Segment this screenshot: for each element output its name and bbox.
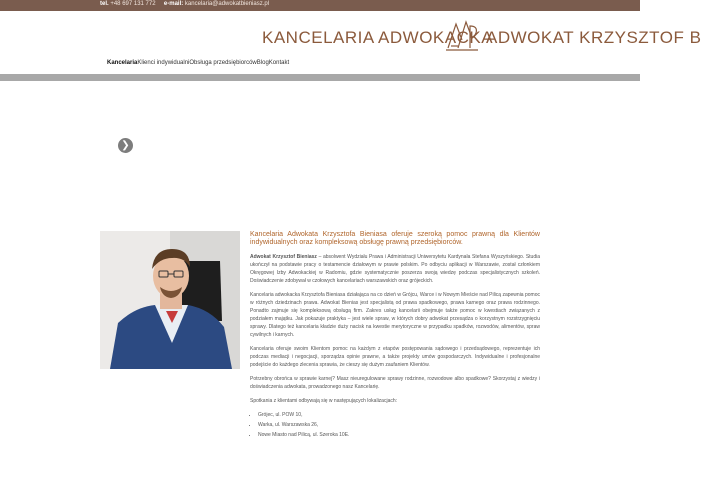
- brand-title-left[interactable]: KANCELARIA ADWOKACKA: [262, 28, 494, 47]
- nav-item-obsluga[interactable]: Obsługa przedsiębiorców: [189, 60, 257, 66]
- email-label: e-mail:: [163, 1, 184, 7]
- slider-next-button[interactable]: [118, 138, 133, 153]
- question-paragraph: Potrzebny obrońca w sprawie karnej? Masz nieuregulowane sprawy rodzinne, rozwodowe albo spadkowe? Skorzystaj z wiedzy i doświadczenia adwokata, prowadzonego nasz Kancelarię.: [250, 376, 540, 390]
- phone-label: tel.: [100, 1, 109, 7]
- brand-title-right[interactable]: ADWOKAT KRZYSZTOF B: [486, 28, 701, 47]
- locations-intro: Spotkania z klientami odbywają się w następujących lokalizacjach:: [250, 398, 398, 404]
- nav-item-klienci[interactable]: Klienci indywidualni: [137, 60, 190, 66]
- nav-item-blog[interactable]: Blog: [256, 60, 269, 66]
- location-item: • Nowe Miasto nad Pilicą, ul. Szeroka 10E.: [258, 431, 540, 439]
- intro-lead: Kancelaria Adwokata Krzysztofa Bieniasa oferuje szeroką pomoc prawną dla Klientów indywidualnych oraz kompleksową obsługę prawną przedsiębiorców.: [250, 231, 540, 246]
- phone-number[interactable]: +48 697 131 772: [110, 1, 156, 7]
- site-header: [0, 24, 701, 54]
- locations-list: [258, 411, 540, 439]
- offer-paragraph: Kancelaria oferuje swoim Klientom pomoc na każdym z etapów postępowania sądowego i przedsądowego, reprezentuje ich podczas mediacji i negocjacji, sporządza opinie prawne, a także projekty umów gospodarczych. Indywidualne i profesjonalne podejście do każdego zlecenia sprawia, że cieszy się dużym zaufaniem Klientów.: [250, 346, 540, 368]
- services-paragraph: Kancelaria adwokacka Krzysztofa Bieniasa działająca na co dzień w Grójcu, Warce i w Nowym Mieście nad Pilicą zapewnia pomoc w różnych dziedzinach prawa. Adwokat Bienias jest specjalistą od prawa spadkowego, prawa karnego oraz prawa rodzinnego. Ponadto zajmuje się kompleksową obsługą firm. Zakres usług kancelarii obejmuje także pomoc w kwestiach związanych z podziałem majątku. Jak pokazuje praktyka – jest wiele spraw, w których dobry adwokat przesądza o korzystnym rozstrzygnięciu sprawy. Dlatego też kancelaria kładzie duży nacisk na kwestie merytoryczne w przypadku spadków, rozwodów, alimentów, spraw cywilnych i karnych.: [250, 292, 540, 338]
- location-item: • Grójec, ul. POW 10,: [258, 411, 540, 419]
- main-nav: [107, 60, 289, 66]
- location-item: • Warka, ul. Warszawska 26,: [258, 421, 540, 429]
- main-content: [250, 231, 540, 441]
- top-contact-bar: [0, 0, 640, 11]
- hero-slider: [0, 81, 640, 221]
- nav-item-kontakt[interactable]: Kontakt: [268, 60, 290, 66]
- lawyer-photo: [100, 231, 240, 369]
- logo-monogram-icon[interactable]: [444, 18, 480, 52]
- bio-paragraph: [250, 253, 540, 285]
- lawyer-name: Adwokat Krzysztof Bieniasz: [250, 254, 317, 260]
- contact-info: [100, 1, 269, 7]
- lawyer-portrait-image: [100, 231, 240, 369]
- nav-divider: [0, 74, 640, 81]
- nav-item-kancelaria[interactable]: Kancelaria: [107, 60, 138, 66]
- chevron-right-icon: ❯: [121, 140, 130, 151]
- email-address[interactable]: kancelaria@adwokatbieniasz.pl: [184, 1, 270, 7]
- bio-text: – absolwent Wydziału Prawa i Administracji Uniwersytetu Kardynała Stefana Wyszyńskiego. Studia ukończył na podstawie pracy o testamencie działowym w prawie polskim. Po odbyciu aplikacji w Warszawie, został członkiem Okręgowej Izby Adwokackiej w Radomiu, gdzie systematycznie poszerza swoją wiedzę podczas specjalistycznych szkoleń. Doświadczenie zdobywał w czołowych kancelariach warszawskich oraz grójeckich.: [250, 254, 540, 284]
